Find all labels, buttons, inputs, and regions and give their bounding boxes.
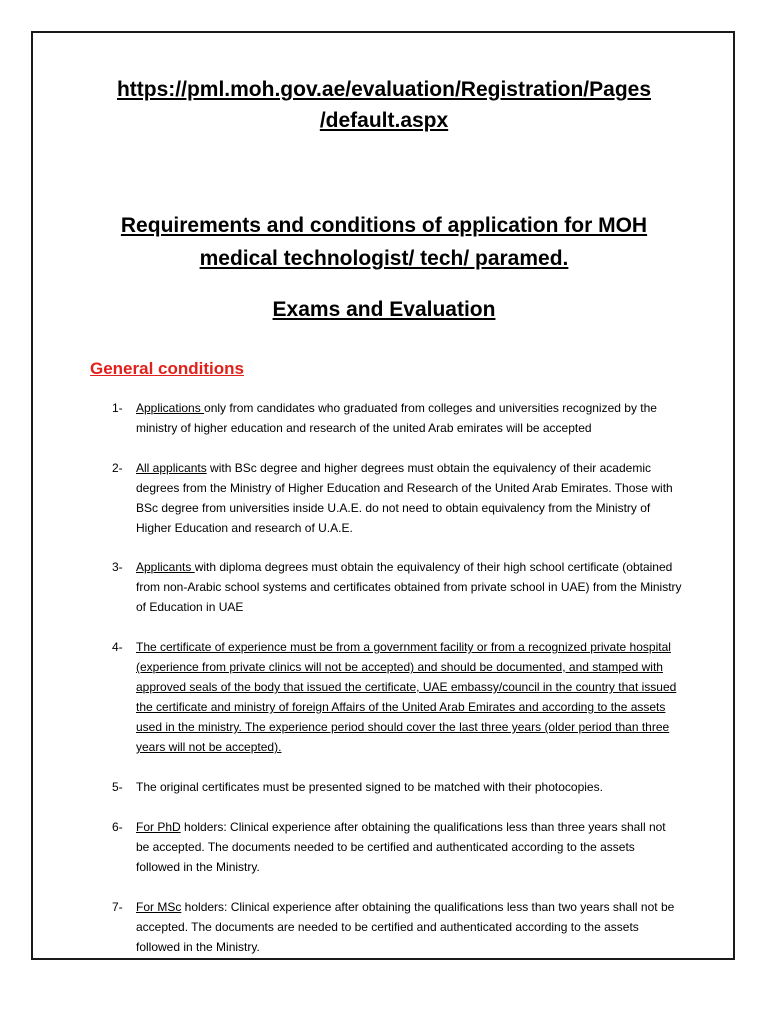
condition-rest: with diploma degrees must obtain the equivalency of their high school certificate (obtained from non-Arabic school systems and certificates obtained from private school in UAE) from the Ministry of Education in UAE [136,560,682,614]
condition-number: 4- [112,640,123,654]
condition-number: 5- [112,780,123,794]
condition-rest: only from candidates who graduated from colleges and universities recognized by the ministry of higher education and research of the united Arab emirates will be accepted [136,401,657,435]
condition-rest: The original certificates must be presented signed to be matched with their photocopies. [136,780,603,794]
condition-rest: holders: Clinical experience after obtaining the qualifications less than two years shall not be accepted. The documents are needed to be certified and authenticated according to the assets followed in the Ministry. [136,900,675,954]
condition-rest: holders: Clinical experience after obtaining the qualifications less than three years shall not be accepted. The documents needed to be certified and authenticated according to the assets followed in the Ministry. [136,820,666,874]
condition-lead: For PhD [136,820,181,834]
condition-lead: Applicants [136,560,195,574]
url-line-1: https://pml.moh.gov.ae/evaluation/Registration/Pages [116,78,652,101]
requirements-title-line-2: medical technologist/ tech/ paramed. [199,247,569,270]
condition-lead: All applicants [136,461,207,475]
requirements-title [60,209,708,275]
condition-lead: The certificate of experience must be from a government facility or from a recognized private hospital (experience from private clinics will not be accepted) and should be documented, and stamped with approved seals of the body that issued the certificate, UAE embassy/council in the country that issued the certificate and ministry of foreign Affairs of the United Arab Emirates and according to the assets used in the ministry. The experience period should cover the last three years (older period than three years will not be accepted). [136,640,677,754]
condition-lead: For MSc [136,900,182,914]
general-conditions-heading: General conditions [90,359,244,378]
condition-number: 2- [112,461,123,475]
condition-number: 1- [112,401,123,415]
condition-number: 7- [112,900,123,914]
requirements-title-line-1: Requirements and conditions of application for MOH [120,214,648,237]
condition-number: 6- [112,820,123,834]
url-line-2: /default.aspx [319,109,449,132]
registration-url-heading [60,74,708,136]
condition-lead: Applications [136,401,205,415]
exams-evaluation-title: Exams and Evaluation [272,298,496,321]
condition-number: 3- [112,560,123,574]
condition-rest: with BSc degree and higher degrees must obtain the equivalency of their academic degrees from the Ministry of Higher Education and Research of the United Arab Emirates. Those with BSc degree from universities inside U.A.E. do not need to obtain equivalency from the Ministry of Higher Education and research of U.A.E. [136,461,673,535]
page-border [31,31,735,960]
